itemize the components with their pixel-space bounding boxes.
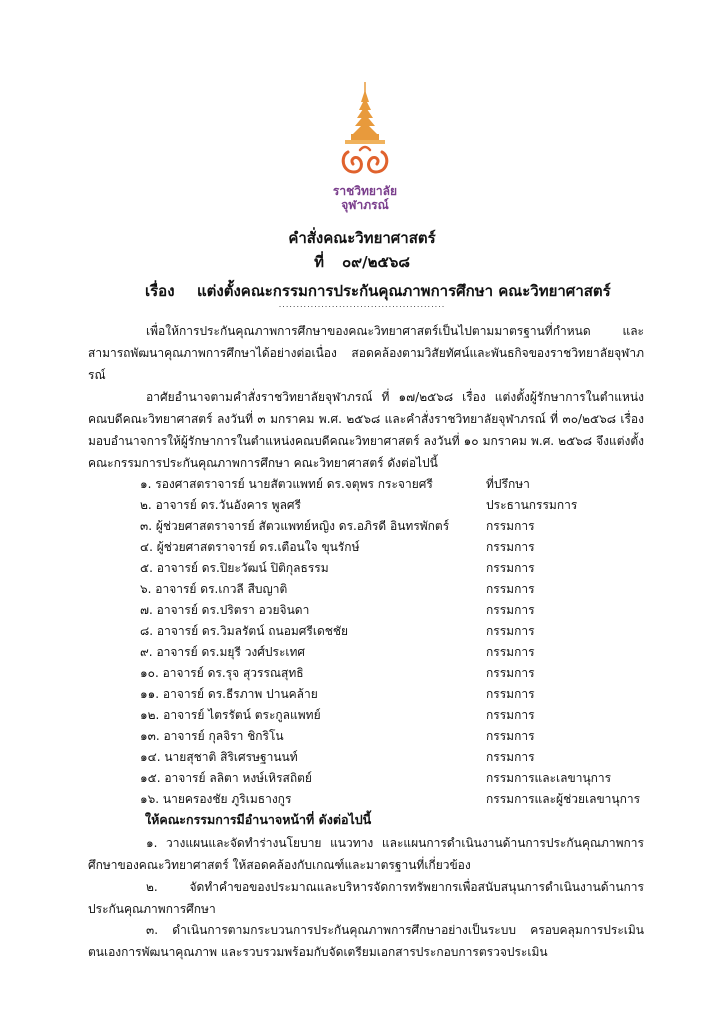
duty-item: ๓. ดำเนินการตามกระบวนการประกันคุณภาพการศึกษาอย่างเป็นระบบ ครอบคลุมการประเมินตนเองการพัฒนาคุณภาพ และรวบรวมพร้อมกับจัดเตรียมเอกสารประกอบการตรวจประเมิน bbox=[88, 923, 644, 959]
header-divider: ............................................... bbox=[278, 300, 446, 309]
member-role: กรรมการ bbox=[486, 687, 535, 701]
member-name: อาจารย์ ดร.ปิยะวัฒน์ ปิติกุลธรรม bbox=[156, 561, 329, 575]
member-role: กรรมการ bbox=[486, 750, 535, 764]
member-row: ๘. อาจารย์ ดร.วิมลรัตน์ ถนอมศรีเดชชัย กรรมการ bbox=[140, 621, 650, 642]
member-role: ประธานกรรมการ bbox=[486, 498, 578, 512]
member-name: อาจารย์ ดร.ธีรภาพ ปานคล้าย bbox=[162, 687, 318, 701]
member-row: ๔. ผู้ช่วยศาสตราจารย์ ดร.เตือนใจ ขุนรักษ์ กรรมการ bbox=[140, 537, 650, 558]
member-name: รองศาสตราจารย์ นายสัตวแพทย์ ดร.จตุพร กระจายศรี bbox=[155, 477, 433, 491]
member-row: ๑. รองศาสตราจารย์ นายสัตวแพทย์ ดร.จตุพร กระจายศรี ที่ปรึกษา bbox=[140, 474, 650, 495]
member-name: อาจารย์ ดร.เกวลี สืบญาติ bbox=[155, 582, 288, 596]
member-row: ๑๔. นายสุชาติ สิริเศรษฐานนท์ กรรมการ bbox=[140, 747, 650, 768]
member-role: กรรมการ bbox=[486, 624, 535, 638]
member-role: กรรมการ bbox=[486, 666, 535, 680]
crown-emblem-icon bbox=[330, 80, 400, 184]
member-name: นายครองชัย ภูริเมธางกูร bbox=[162, 792, 292, 806]
member-name: อาจารย์ ดร.มยุรี วงศ์ประเทศ bbox=[156, 645, 306, 659]
member-name: อาจารย์ ดร.วันอังคาร พูลศรี bbox=[155, 498, 301, 512]
member-role: กรรมการ bbox=[486, 519, 535, 533]
member-name: อาจารย์ ดร.ปริตรา อวยจินดา bbox=[156, 603, 310, 617]
member-role: กรรมการ bbox=[486, 582, 535, 596]
member-row: ๑๑. อาจารย์ ดร.ธีรภาพ ปานคล้าย กรรมการ bbox=[140, 684, 650, 705]
committee-member-list bbox=[140, 474, 650, 810]
member-role: กรรมการ bbox=[486, 603, 535, 617]
member-row: ๑๓. อาจารย์ กุลจิรา ชิกริโน กรรมการ bbox=[140, 726, 650, 747]
duty-item: ๑. วางแผนและจัดทำร่างนโยบาย แนวทาง และแผนการดำเนินงานด้านการประกันคุณภาพการศึกษาของคณะวิทยาศาสตร์ ให้สอดคล้องกับเกณฑ์และมาตรฐานที่เกี่ยวข้อง bbox=[88, 836, 644, 872]
member-name: นายสุชาติ สิริเศรษฐานนท์ bbox=[164, 750, 298, 764]
member-role: กรรมการและเลขานุการ bbox=[486, 771, 612, 785]
member-name: อาจารย์ ลลิตา หงษ์เหิรสถิตย์ bbox=[164, 771, 312, 785]
order-number-value: ๐๙/๒๕๖๘ bbox=[341, 253, 410, 271]
member-role: กรรมการ bbox=[486, 708, 535, 722]
order-number bbox=[0, 250, 724, 274]
member-row: ๓. ผู้ช่วยศาสตราจารย์ สัตวแพทย์หญิง ดร.อภิรดี อินทรพักตร์ กรรมการ bbox=[140, 516, 650, 537]
subject-value: แต่งตั้งคณะกรรมการประกันคุณภาพการศึกษา คณะวิทยาศาสตร์ bbox=[197, 282, 611, 300]
member-row: ๖. อาจารย์ ดร.เกวลี สืบญาติ กรรมการ bbox=[140, 579, 650, 600]
member-role: ที่ปรึกษา bbox=[486, 477, 530, 491]
member-row: ๑๖. นายครองชัย ภูริเมธางกูร กรรมการและผู้ช่วยเลขานุการ bbox=[140, 789, 650, 810]
member-row: ๙. อาจารย์ ดร.มยุรี วงศ์ประเทศ กรรมการ bbox=[140, 642, 650, 663]
paragraph-authority: อาศัยอำนาจตามคำสั่งราชวิทยาลัยจุฬาภรณ์ ที่ ๑๗/๒๕๖๘ เรื่อง แต่งตั้งผู้รักษาการในตำแหน่งคณบดีคณะวิทยาศาสตร์ ลงวันที่ ๓ มกราคม พ.ศ. ๒๕๖๘ และคำสั่งราชวิทยาลัยจุฬาภรณ์ ที่ ๓๐/๒๕๖๘ เรื่อง มอบอำนาจการให้ผู้รักษาการในตำแหน่งคณบดีคณะวิทยาศาสตร์ ลงวันที่ ๑๐ มกราคม พ.ศ. ๒๕๖๘ จึงแต่งตั้งคณะกรรมการประกันคุณภาพการศึกษา คณะวิทยาศาสตร์ ดังต่อไปนี้ bbox=[88, 390, 644, 470]
member-role: กรรมการ bbox=[486, 645, 535, 659]
member-name: ผู้ช่วยศาสตราจารย์ สัตวแพทย์หญิง ดร.อภิรดี อินทรพักตร์ bbox=[155, 519, 450, 533]
order-number-label: ที่ bbox=[314, 253, 324, 271]
order-title: คำสั่งคณะวิทยาศาสตร์ bbox=[288, 229, 436, 247]
duties-heading: ให้คณะกรรมการมีอำนาจหน้าที่ ดังต่อไปนี้ bbox=[145, 812, 372, 827]
member-role: กรรมการ bbox=[486, 540, 535, 554]
member-name: อาจารย์ กุลจิรา ชิกริโน bbox=[163, 729, 284, 743]
member-role: กรรมการและผู้ช่วยเลขานุการ bbox=[486, 792, 641, 806]
member-row: ๑๒. อาจารย์ ไตรรัตน์ ตระกูลแพทย์ กรรมการ bbox=[140, 705, 650, 726]
logo-name-line1: ราชวิทยาลัย bbox=[332, 184, 398, 198]
member-row: ๒. อาจารย์ ดร.วันอังคาร พูลศรี ประธานกรรมการ bbox=[140, 495, 650, 516]
member-name: อาจารย์ ดร.รุจ สุวรรณสุทธิ bbox=[162, 666, 304, 680]
member-row: ๕. อาจารย์ ดร.ปิยะวัฒน์ ปิติกุลธรรม กรรมการ bbox=[140, 558, 650, 579]
logo-name-line2: จุฬาภรณ์ bbox=[341, 198, 389, 212]
member-name: ผู้ช่วยศาสตราจารย์ ดร.เตือนใจ ขุนรักษ์ bbox=[156, 540, 360, 554]
member-role: กรรมการ bbox=[486, 729, 535, 743]
member-name: อาจารย์ ไตรรัตน์ ตระกูลแพทย์ bbox=[163, 708, 321, 722]
member-row: ๑๕. อาจารย์ ลลิตา หงษ์เหิรสถิตย์ กรรมการและเลขานุการ bbox=[140, 768, 650, 789]
member-name: อาจารย์ ดร.วิมลรัตน์ ถนอมศรีเดชชัย bbox=[156, 624, 349, 638]
member-row: ๗. อาจารย์ ดร.ปริตรา อวยจินดา กรรมการ bbox=[140, 600, 650, 621]
member-row: ๑๐. อาจารย์ ดร.รุจ สุวรรณสุทธิ กรรมการ bbox=[140, 663, 650, 684]
duty-item: ๒. จัดทำคำขอของประมาณและบริหารจัดการทรัพยากรเพื่อสนับสนุนการดำเนินงานด้านการประกันคุณภาพการศึกษา bbox=[88, 880, 644, 916]
member-role: กรรมการ bbox=[486, 561, 535, 575]
subject-label: เรื่อง bbox=[145, 282, 175, 300]
paragraph-purpose: เพื่อให้การประกันคุณภาพการศึกษาของคณะวิทยาศาสตร์เป็นไปตามมาตรฐานที่กำหนด และสามารถพัฒนาคุณภาพการศึกษาได้อย่างต่อเนื่อง สอดคล้องตามวิสัยทัศน์และพันธกิจของราชวิทยาลัยจุฬาภรณ์ bbox=[88, 324, 644, 382]
college-logo bbox=[330, 80, 400, 222]
